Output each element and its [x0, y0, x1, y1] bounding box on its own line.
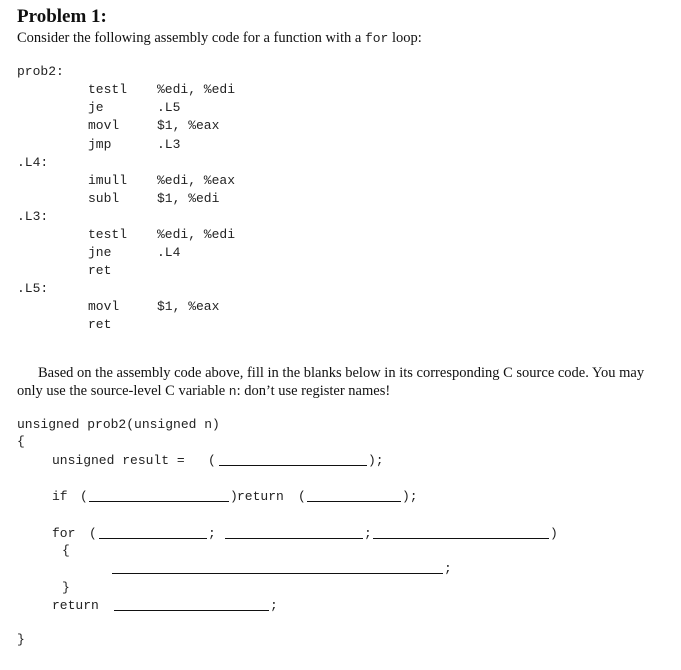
asm-args: $1, %eax: [157, 118, 220, 133]
asm-args: $1, %edi: [157, 191, 220, 206]
asm-op: je: [88, 100, 104, 115]
asm-op: ret: [88, 263, 112, 278]
instructions-line-2: [17, 383, 390, 400]
c-loop-body-semicolon: ;: [444, 561, 452, 576]
c-result-open-paren: (: [208, 453, 216, 468]
asm-op: movl: [88, 299, 120, 314]
asm-op: testl: [88, 82, 128, 97]
asm-args: .L3: [157, 137, 181, 152]
instructions-var-n: n: [228, 384, 237, 399]
asm-op: subl: [88, 191, 120, 206]
blank-loop-body[interactable]: [112, 573, 443, 574]
instructions-text-after: : don’t use register names!: [236, 383, 391, 399]
c-loop-close-brace: }: [62, 580, 70, 595]
c-result-decl: unsigned result =: [52, 453, 185, 468]
c-return-keyword: return: [237, 489, 284, 504]
problem-title: Problem 1:: [17, 6, 107, 27]
blank-if-condition[interactable]: [89, 501, 229, 502]
asm-op: imull: [88, 173, 128, 188]
asm-op: testl: [88, 227, 128, 242]
c-if-close-paren: ): [230, 489, 238, 504]
c-for-sep-2: ;: [364, 526, 372, 541]
intro-text-after: loop:: [388, 30, 422, 46]
c-close-brace: }: [17, 632, 25, 647]
c-for-sep-1: ;: [208, 526, 216, 541]
asm-args: %edi, %edi: [157, 82, 236, 97]
asm-args: %edi, %eax: [157, 173, 236, 188]
c-for-close-paren: ): [550, 526, 558, 541]
blank-final-return[interactable]: [114, 610, 269, 611]
blank-for-update[interactable]: [373, 538, 549, 539]
asm-args: $1, %eax: [157, 299, 220, 314]
asm-label-l3: .L3:: [17, 209, 49, 224]
blank-early-return[interactable]: [307, 501, 401, 502]
c-for-open-paren: (: [89, 526, 97, 541]
c-signature: unsigned prob2(unsigned n): [17, 417, 220, 432]
asm-label-l4: .L4:: [17, 155, 49, 170]
problem-intro: [17, 30, 422, 47]
asm-op: jne: [88, 245, 112, 260]
asm-op: movl: [88, 118, 120, 133]
intro-code-for: for: [364, 31, 389, 46]
c-result-close: );: [368, 453, 384, 468]
c-if-keyword: if: [52, 489, 68, 504]
c-final-return: return: [52, 598, 99, 613]
asm-func-label: prob2:: [17, 64, 64, 79]
c-final-semicolon: ;: [270, 598, 278, 613]
asm-op: jmp: [88, 137, 112, 152]
blank-for-init[interactable]: [99, 538, 207, 539]
c-if-open-paren: (: [80, 489, 88, 504]
asm-args: .L5: [157, 100, 181, 115]
c-open-brace: {: [17, 434, 25, 449]
blank-for-condition[interactable]: [225, 538, 363, 539]
c-return-close: );: [402, 489, 418, 504]
asm-label-l5: .L5:: [17, 281, 49, 296]
intro-text-before: Consider the following assembly code for a function with a: [17, 30, 365, 46]
c-for-keyword: for: [52, 526, 76, 541]
asm-args: .L4: [157, 245, 181, 260]
c-loop-open-brace: {: [62, 543, 70, 558]
instructions-line-1: Based on the assembly code above, fill in the blanks below in its corresponding C source code. You may: [38, 365, 645, 381]
asm-op: ret: [88, 317, 112, 332]
asm-args: %edi, %edi: [157, 227, 236, 242]
blank-result-init[interactable]: [219, 465, 367, 466]
instructions-text-before: only use the source-level C variable: [17, 383, 229, 399]
c-return-open-paren: (: [298, 489, 306, 504]
